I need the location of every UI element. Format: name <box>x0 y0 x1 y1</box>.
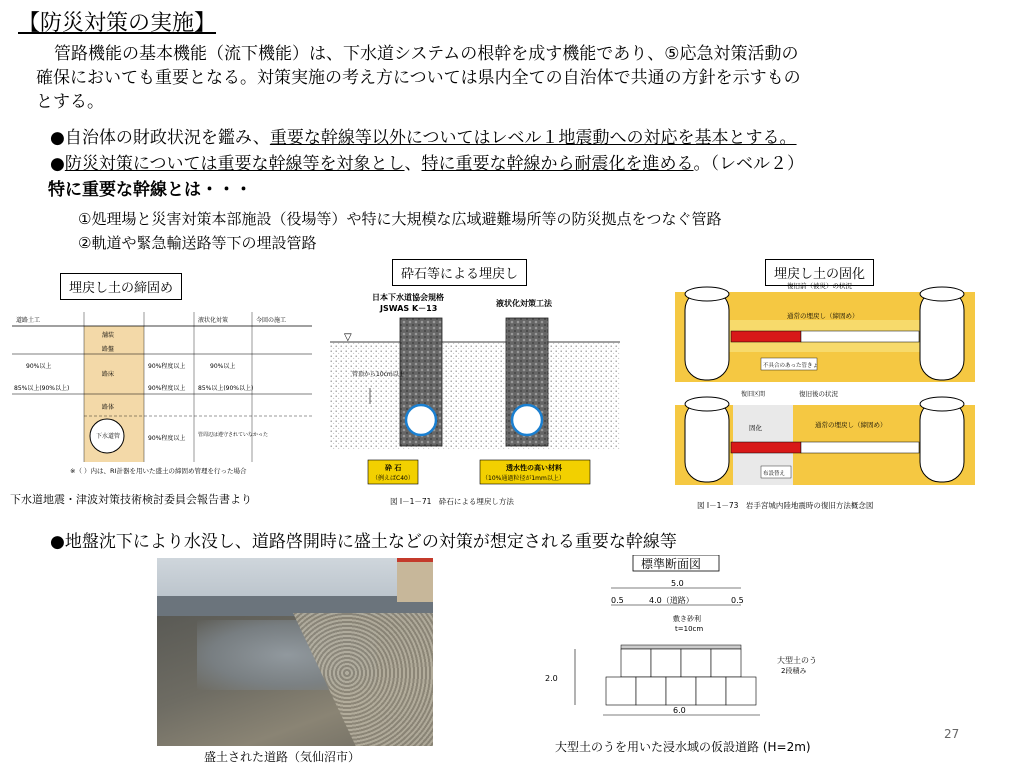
fig1-cell-0-0: 90%以上 <box>26 363 52 370</box>
bullet-mark: ● <box>50 154 65 174</box>
fig1-layer-2: 路床 <box>102 371 115 378</box>
fig1-layer-3: 路体 <box>102 404 115 411</box>
cs-shoulder-right: 0.5 <box>731 596 744 605</box>
fig1-note: ※（ ）内は、RI計器を用いた盛土の締固め管理を行った場合 <box>70 467 247 475</box>
cross-section-title: 標準断面図 <box>641 557 702 571</box>
special-heading: 特に重要な幹線とは・・・ <box>48 180 252 200</box>
cs-caption: 大型土のうを用いた浸水域の仮設道路 (H=2m) <box>555 740 811 754</box>
special-item-2: ②軌道や緊急輸送路等下の埋設管路 <box>78 234 317 252</box>
cross-section-drawing <box>545 555 860 760</box>
fig1-pipe-label: 下水道管 <box>96 433 121 440</box>
cs-gravel-label: 敷き砂利 <box>673 615 701 623</box>
fig1-cell-2-2: 管周辺は遵守されていなかった <box>198 432 269 438</box>
cs-bag-label1: 大型土のう <box>777 656 817 665</box>
fig1-cell-0-1: 90%程度以上 <box>148 363 186 370</box>
fig1-table <box>12 312 322 482</box>
bullet-level2 <box>50 152 804 176</box>
page-number: 27 <box>944 727 960 741</box>
fig3-bottom-title: 復旧後の状況 <box>799 390 838 398</box>
cs-bag-label2: 2段積み <box>781 667 807 675</box>
fig2-caption: 図 I－1－71 砕石による埋戻し方法 <box>390 497 514 506</box>
fig3-caption: 図 I－1－73 岩手宮城内陸地震時の復旧方法概念図 <box>697 501 874 510</box>
photo-caption: 盛土された道路（気仙沼市） <box>204 750 361 764</box>
fig1-table-drawing <box>12 312 322 482</box>
intro-line-2: 確保においても重要となる。対策実施の考え方については県内全ての自治体で共通の方針を示すもの <box>36 68 801 88</box>
bullet-underlined: 重要な幹線等以外についてはレベル１地震動への対応を基本とする。 <box>269 128 797 148</box>
fig1-header-2: 液状化対策 <box>198 317 229 324</box>
fig3-bottom-fill: 通常の埋戻し（締固め） <box>815 421 887 429</box>
fig2-right-tag1: 透水性の高い材料 <box>506 464 562 472</box>
fig3-bottom-fixed: 固化 <box>749 424 762 432</box>
fig3-bottom-note: 布設替え <box>763 471 786 477</box>
fig1-source: 下水道地震・津波対策技術検討委員会報告書より <box>10 493 252 506</box>
fig2-left-tag1: 砕 石 <box>385 464 402 472</box>
bullet-mark: ● <box>50 128 65 148</box>
intro-line-3: とする。 <box>36 92 104 112</box>
fig1-header-3: 今回の施工 <box>256 317 287 324</box>
fig1-cell-1-1: 90%程度以上 <box>148 385 186 392</box>
cs-height: 2.0 <box>545 674 558 683</box>
cs-road-width: 4.0（道路） <box>649 596 694 605</box>
intro-line-1: 管路機能の基本機能（流下機能）は、下水道システムの根幹を成す機能であり、⑤応急対策活動の <box>54 44 799 64</box>
cs-gravel-thickness: t=10cm <box>675 625 704 633</box>
fig3-bottom-zone: 復旧区間 <box>741 391 766 398</box>
fig2-drawing <box>330 290 620 515</box>
page-title: 【防災対策の実施】 <box>18 11 217 36</box>
bullet-part1: 防災対策については重要な幹線等を対象とし <box>64 154 405 174</box>
fig2-left-title1: 日本下水道協会規格 <box>372 293 444 302</box>
fig3-top-note: 不具合のあった管きょ <box>763 363 818 369</box>
fig3-top-fill: 通常の埋戻し（締固め） <box>787 312 859 320</box>
fig2-right-tag2: （10%通過粒径が1mm以上） <box>482 475 565 482</box>
fig3-drawing <box>675 280 975 515</box>
fig1-layer-1: 路盤 <box>102 346 115 353</box>
fig2-diagram <box>330 290 620 515</box>
special-item-1: ①処理場と災害対策本部施設（役場等）や特に大規模な広域避難場所等の防災拠点をつなぐ管路 <box>78 210 722 228</box>
bullet-lead: 自治体の財政状況を鑑み、 <box>64 128 270 148</box>
svg-text:▽: ▽ <box>344 332 352 343</box>
fig2-right-title: 液状化対策工法 <box>496 299 552 308</box>
bullet-level1 <box>50 126 797 150</box>
fig2-label: 砕石等による埋戻し <box>392 259 527 286</box>
bullet-tail: 。（レベル２） <box>693 154 805 174</box>
fig1-cell-1-2: 85%以上(90%以上) <box>198 385 254 392</box>
fig3-top-title: 復旧前（被災）の状況 <box>787 282 852 290</box>
cs-total-width: 5.0 <box>671 579 684 588</box>
fig1-label: 埋戻し土の締固め <box>60 273 182 300</box>
bullet-sep: 、 <box>404 154 422 174</box>
fig2-dim-label: 管頂から10cm以上 <box>352 371 405 378</box>
bullet-part2: 特に重要な幹線から耐震化を進める <box>421 154 694 174</box>
cs-shoulder-left: 0.5 <box>611 596 624 605</box>
fig1-cell-0-2: 90%以上 <box>210 363 236 370</box>
cross-section <box>545 555 860 760</box>
intro-paragraph <box>38 42 1013 114</box>
fig3-label: 埋戻し土の固化 <box>765 259 874 286</box>
photo-embankment <box>157 558 433 746</box>
fig1-cell-2-1: 90%程度以上 <box>148 435 186 442</box>
fig1-header-0: 道路土工 <box>16 317 41 324</box>
cs-base-width: 6.0 <box>673 706 686 715</box>
fig2-left-title2: JSWAS K－13 <box>380 304 438 313</box>
fig2-left-tag2: （例えばC40） <box>372 475 414 482</box>
fig1-layer-0: 舗装 <box>102 332 115 339</box>
bullet-subsidence: ●地盤沈下により水没し、道路啓開時に盛土などの対策が想定される重要な幹線等 <box>50 532 677 552</box>
fig1-cell-1-0: 85%以上(90%以上) <box>14 385 70 392</box>
fig3-diagram <box>675 280 975 515</box>
